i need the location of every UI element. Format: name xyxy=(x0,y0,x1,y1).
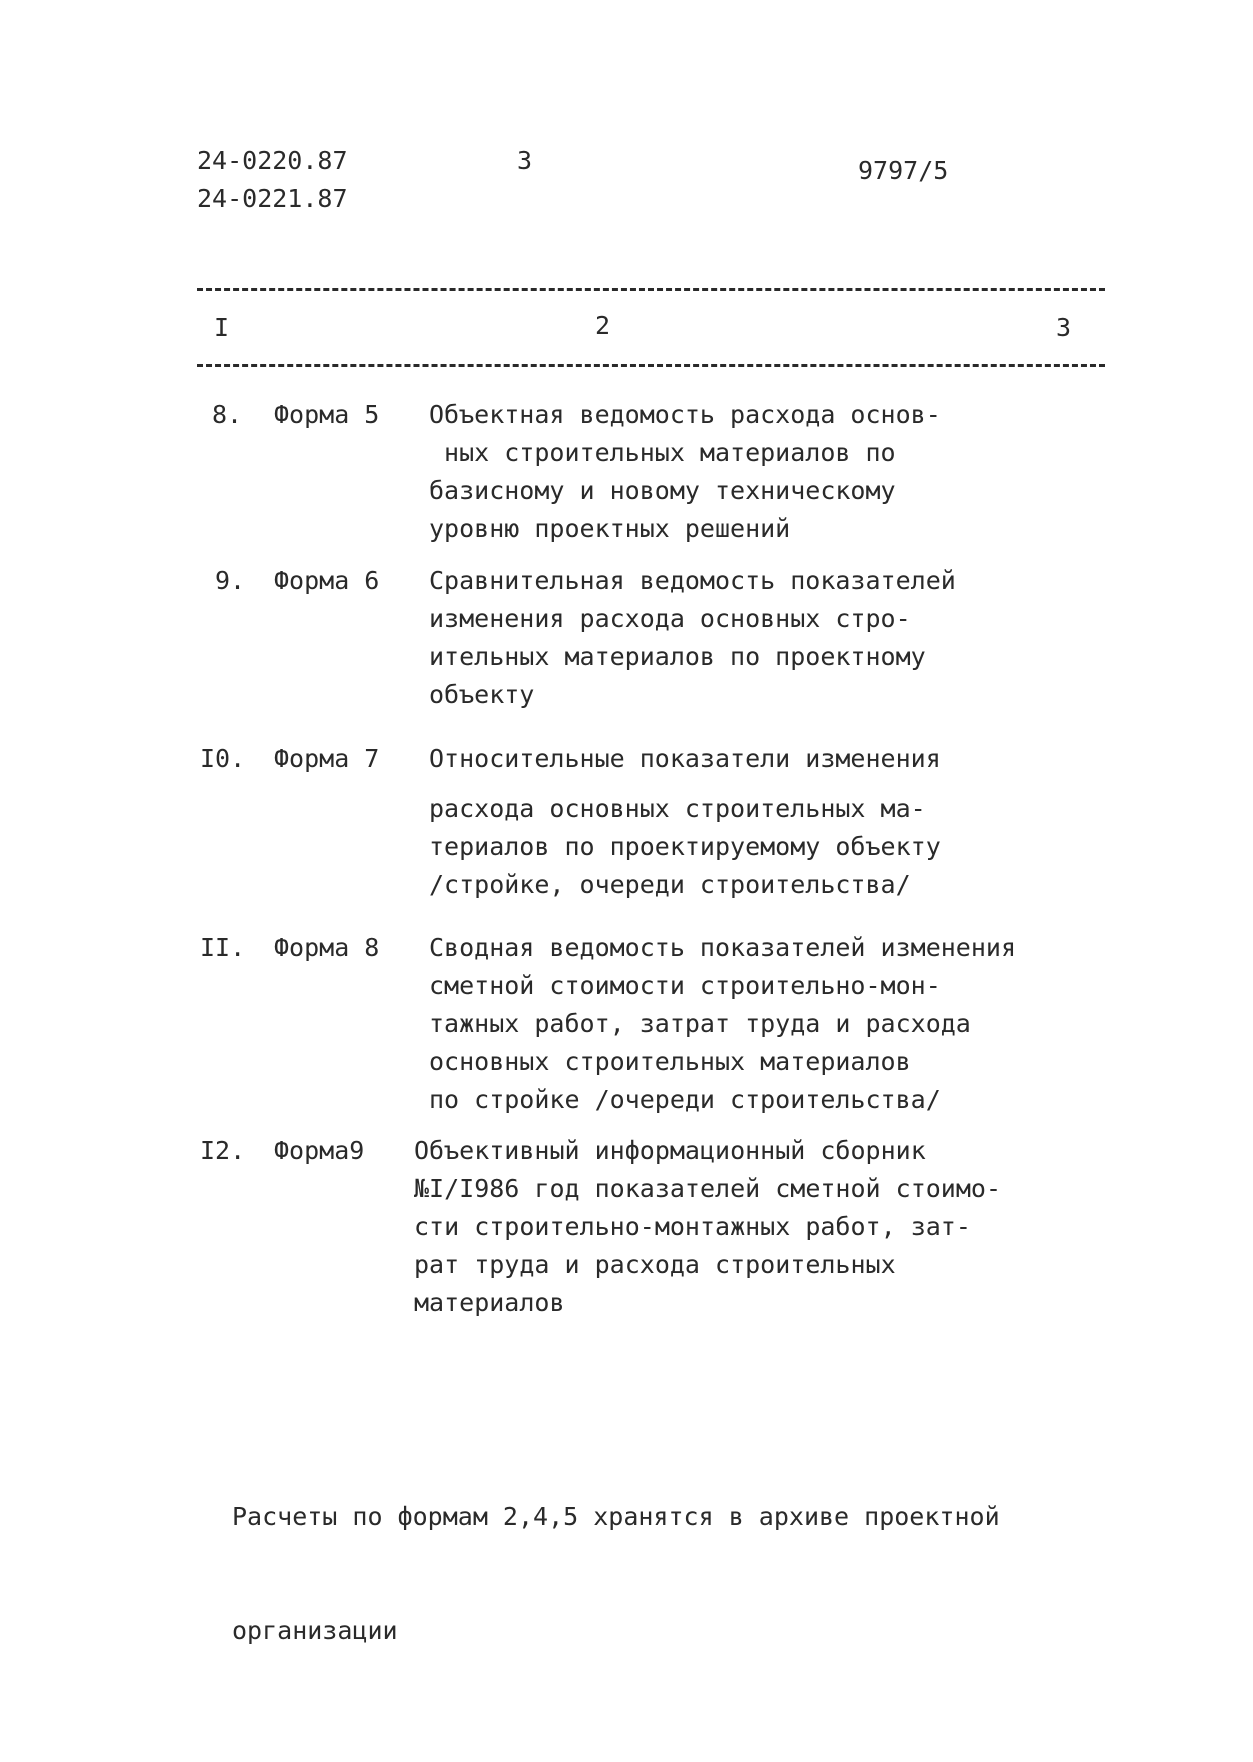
footer-note xyxy=(232,1422,1000,1688)
footer-note-line: организации xyxy=(232,1616,398,1645)
description-line: Объективный информационный сборник xyxy=(414,1136,926,1165)
description-line: ных строительных материалов по xyxy=(429,438,896,467)
description-line: объекту xyxy=(429,680,535,709)
description-line: ительных материалов по проектному xyxy=(429,642,926,671)
description-line: Сравнительная ведомость показателей xyxy=(429,566,956,595)
item-description xyxy=(414,1132,1001,1322)
description-line: расхода основных строительных ма- xyxy=(429,794,926,823)
column-header-2: 2 xyxy=(595,311,611,340)
item-number: I2. xyxy=(200,1136,246,1165)
item-description xyxy=(429,396,941,548)
page-number: 3 xyxy=(517,146,533,175)
description-line: материалов xyxy=(414,1288,565,1317)
column-header-1: I xyxy=(214,313,230,342)
column-header-3: 3 xyxy=(1056,313,1072,342)
document-number: 9797/5 xyxy=(858,156,949,185)
description-line: тажных работ, затрат труда и расхода xyxy=(429,1009,971,1038)
item-form: Форма 5 xyxy=(274,400,380,429)
item-form: Форма 6 xyxy=(274,566,380,595)
document-code-2: 24-0221.87 xyxy=(197,184,348,213)
description-line: по стройке /очереди строительства/ xyxy=(429,1085,941,1114)
description-line: базисному и новому техническому xyxy=(429,476,896,505)
table-header-rule xyxy=(197,364,1105,367)
description-line: Относительные показатели изменения xyxy=(429,744,941,773)
item-description xyxy=(429,740,941,904)
item-form: Форма9 xyxy=(274,1136,365,1165)
description-line: уровню проектных решений xyxy=(429,514,791,543)
description-line: основных строительных материалов xyxy=(429,1047,911,1076)
item-number: II. xyxy=(200,933,246,962)
document-code-1: 24-0220.87 xyxy=(197,146,348,175)
item-form: Форма 7 xyxy=(274,744,380,773)
item-description xyxy=(429,562,956,714)
item-number: 8. xyxy=(212,400,243,429)
item-form: Форма 8 xyxy=(274,933,380,962)
description-line: сти строительно-монтажных работ, зат- xyxy=(414,1212,971,1241)
description-line: Сводная ведомость показателей изменения xyxy=(429,933,1016,962)
description-line: териалов по проектируемому объекту xyxy=(429,832,941,861)
description-line: Объектная ведомость расхода основ- xyxy=(429,400,941,429)
table-top-rule xyxy=(197,288,1105,291)
description-line: №I/I986 год показателей сметной стоимо- xyxy=(414,1174,1001,1203)
footer-note-line: Расчеты по формам 2,4,5 хранятся в архиве проектной xyxy=(232,1502,1000,1531)
item-number: I0. xyxy=(200,744,246,773)
description-line: изменения расхода основных стро- xyxy=(429,604,911,633)
item-number: 9. xyxy=(215,566,246,595)
description-line: рат труда и расхода строительных xyxy=(414,1250,896,1279)
description-line: сметной стоимости строительно-мон- xyxy=(429,971,941,1000)
item-description xyxy=(429,929,1016,1119)
description-line: /стройке, очереди строительства/ xyxy=(429,870,911,899)
